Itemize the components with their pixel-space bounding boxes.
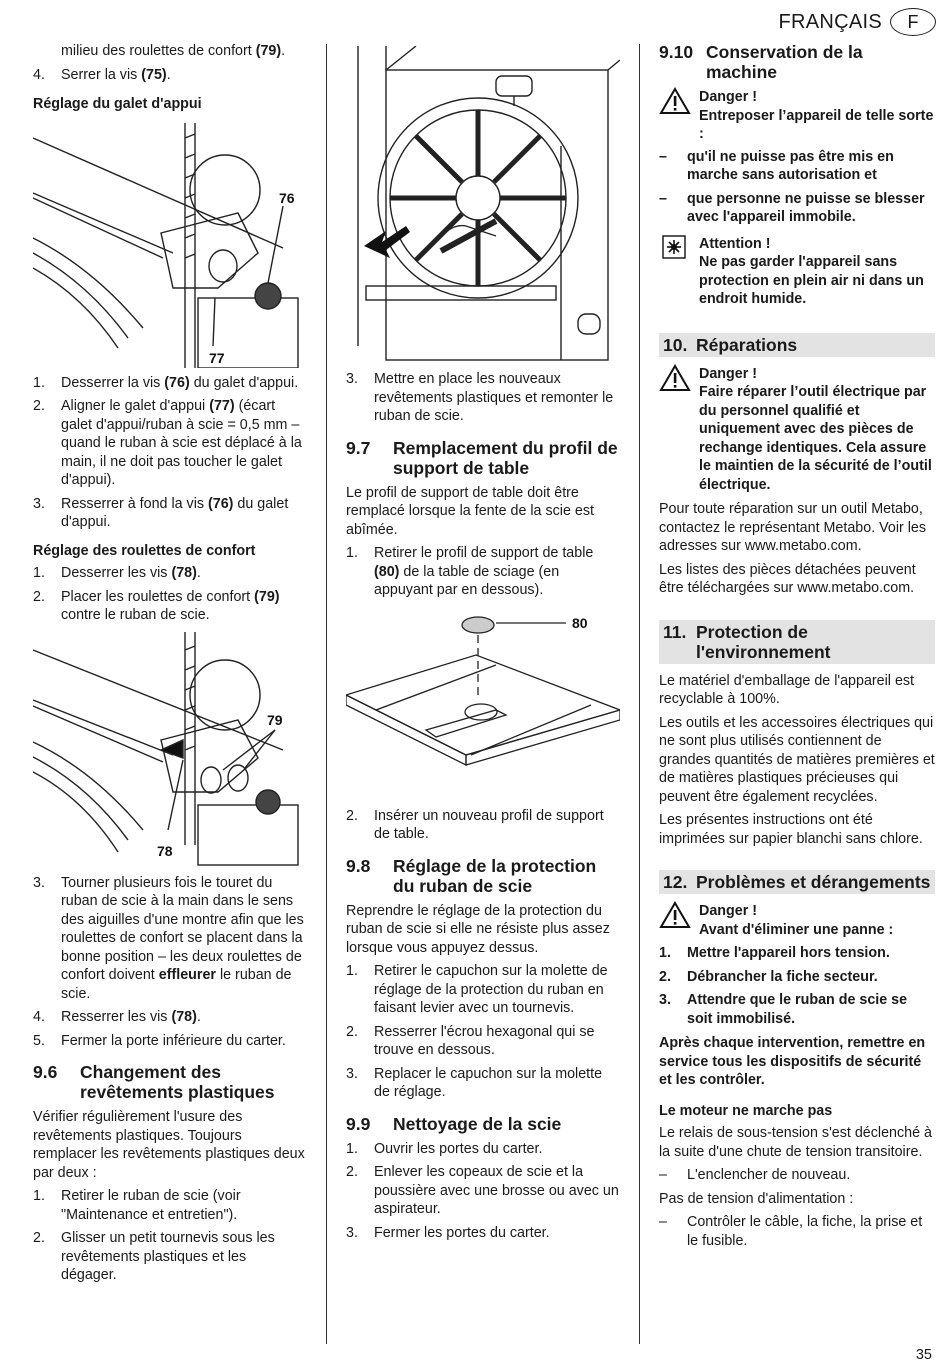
warning-triangle-icon — [659, 87, 699, 115]
list-item: 1. Desserrer la vis (76) du galet d'appui. — [33, 374, 299, 391]
list-item: 2. Resserrer l'écrou hexagonal qui se trouve en dessous. — [346, 1023, 595, 1058]
danger-notice: Danger ! Faire réparer l’outil électrique par du personnel qualifié et uniquement avec des pièces de rechange identiques. Cela assure le maintien de la sécurité de l’outil électrique. — [659, 365, 935, 495]
list-item: 2. Débrancher la fiche secteur. — [659, 968, 878, 985]
list-item: 2. Placer les roulettes de confort (79) contre le ruban de scie. — [33, 588, 280, 623]
callout-78: 78 — [157, 842, 173, 859]
column-divider-1 — [326, 44, 327, 1344]
list-item: 2. Enlever les copeaux de scie et la poussière avec une brosse ou avec un aspirateur. — [346, 1164, 619, 1217]
figure-table-insert — [346, 605, 620, 801]
galet-steps — [33, 374, 305, 532]
list-item: 1. Retirer le capuchon sur la molette de réglage de la protection du ruban en faisant levier avec un tournevis. — [346, 963, 608, 1016]
section-body: Les outils et les accessoires électriques qui ne sont plus utilisés contiennent de grandes quantités de matières premières et de matières plastiques précieuses qui peuvent être également recyclées. — [659, 714, 935, 805]
subsection-title-roulettes: Réglage des roulettes de confort — [33, 542, 256, 559]
callout-79: 79 — [267, 711, 283, 728]
subsection-title-motor: Le moteur ne marche pas — [659, 1102, 833, 1119]
section-title-11: 11. Protection de l'environnement — [659, 620, 935, 664]
column-2 — [346, 46, 620, 1247]
section-body: Pour toute réparation sur un outil Metabo, contactez le représentant Metabo. Voir les adresses sur www.metabo.com. — [659, 501, 927, 554]
list-item: 2. Glisser un petit tournevis sous les revêtements plastiques et les dégager. — [33, 1230, 275, 1283]
callout-76: 76 — [279, 189, 295, 206]
section-body: Les listes des pièces détachées peuvent être téléchargées sur www.metabo.com. — [659, 561, 916, 596]
section-title-9-8: 9.8 Réglage de la protection du ruban de scie — [346, 855, 597, 896]
figure-guide-roller — [33, 118, 305, 368]
attention-notice: Attention ! Ne pas garder l'appareil sans protection en plein air ni dans un endroit humide. — [659, 235, 935, 309]
section-title-9-9: 9.9 Nettoyage de la scie — [346, 1113, 562, 1134]
list-item: 1. Retirer le profil de support de table (80) de la table de sciage (en appuyant par en dessous). — [346, 545, 594, 598]
after-intervention-note: Après chaque intervention, remettre en service tous les dispositifs de sécurité et les contrôler. — [659, 1035, 926, 1088]
list-item: 3. Replacer le capuchon sur la molette de réglage. — [346, 1065, 603, 1100]
section-body: Vérifier régulièrement l'usure des revêtements plastiques. Toujours remplacer les revêtements plastiques deux par deux : — [33, 1109, 305, 1181]
list-item: 3. Fermer les portes du carter. — [346, 1224, 550, 1241]
list-item: milieu des roulettes de confort (79). — [61, 43, 286, 59]
list-item: 1. Desserrer les vis (78). — [33, 565, 201, 581]
callout-80: 80 — [572, 614, 588, 631]
list-item: 3. Resserrer à fond la vis (76) du galet d'appui. — [33, 495, 289, 530]
list-item: 2. Aligner le galet d'appui (77) (écart galet d'appui/ruban à scie = 0,5 mm – quand le ruban à scie est déplacé à la main, il ne doit pas toucher le galet d'appui). — [33, 398, 302, 488]
section-title-10: 10. Réparations — [659, 333, 935, 357]
section-title-9-10: 9.10 Conservation de la machine — [659, 42, 863, 82]
language-badge: F — [890, 8, 936, 36]
figure-band-wheel — [346, 46, 620, 364]
section-body: Le relais de sous-tension s'est déclenché à la suite d'une chute de tension transitoire. — [659, 1125, 932, 1160]
list-item: 5. Fermer la porte inférieure du carter. — [33, 1032, 286, 1049]
column-1 — [33, 42, 305, 1290]
list-item: 1. Ouvrir les portes du carter. — [346, 1140, 543, 1157]
language-label: FRANÇAIS — [778, 10, 882, 33]
callout-77: 77 — [209, 349, 225, 366]
list-item: – L'enclencher de nouveau. — [659, 1167, 851, 1183]
list-item: 3. Tourner plusieurs fois le touret du ruban de scie à la main dans le sens des aiguilles d'une montre afin que les roulettes de confort se placent dans la bonne position – les deux roulettes de confort doivent effleurer le ruban de scie. — [33, 874, 304, 1002]
section-body: Les présentes instructions ont été imprimées sur papier blanchi sans chlore. — [659, 812, 923, 847]
list-item: 2. Insérer un nouveau profil de support de table. — [346, 807, 604, 842]
danger-notice: Danger ! Entreposer l’appareil de telle sorte : – qu'il ne puisse pas être mis en marche sans autorisation et – que personne ne puisse se blesser avec l'appareil immobile. — [659, 89, 934, 225]
attention-icon — [659, 234, 699, 262]
list-item: 4. Serrer la vis (75). — [33, 66, 171, 83]
column-divider-2 — [639, 44, 640, 1344]
list-item: 3. Attendre que le ruban de scie se soit immobilisé. — [659, 992, 908, 1027]
subsection-title-galet: Réglage du galet d'appui — [33, 96, 202, 112]
warning-triangle-icon — [659, 364, 699, 392]
danger-notice: Danger ! Avant d'éliminer une panne : 1. Mettre l'appareil hors tension. 2. Débrancher la fiche secteur. 3. Attendre que le ruban de scie se soit immobilisé. Après chaque intervention, remettre en service tous les dispositifs de sécurité et les contrôler. — [659, 902, 935, 1090]
section-body: Pas de tension d'alimentation : — [659, 1190, 854, 1207]
column-3 — [659, 42, 935, 1255]
list-item: 1. Retirer le ruban de scie (voir "Maintenance et entretien"). — [33, 1188, 241, 1223]
list-item: – Contrôler le câble, la fiche, la prise et le fusible. — [659, 1214, 923, 1249]
warning-triangle-icon — [659, 901, 699, 929]
list-item: 4. Resserrer les vis (78). — [33, 1009, 201, 1025]
list-item: – qu'il ne puisse pas être mis en marche sans autorisation et — [659, 148, 894, 183]
list-item: 3. Mettre en place les nouveaux revêtements plastiques et remonter le ruban de scie. — [346, 371, 614, 424]
figure-comfort-rollers — [33, 630, 305, 868]
section-title-9-7: 9.7 Remplacement du profil de support de table — [346, 437, 618, 478]
list-item: 1. Mettre l'appareil hors tension. — [659, 945, 890, 961]
page-header — [778, 8, 936, 36]
page-number: 35 — [915, 1346, 932, 1363]
section-title-9-6: 9.6 Changement des revêtements plastiques — [33, 1062, 275, 1102]
section-body: Le profil de support de table doit être remplacé lorsque la fente de la scie est abîmée. — [346, 484, 594, 538]
list-item: – que personne ne puisse se blesser avec l'appareil immobile. — [659, 190, 925, 225]
section-body: Reprendre le réglage de la protection du ruban de scie si elle ne résiste plus assez lorsque vous appuyez dessus. — [346, 902, 610, 956]
section-title-12: 12. Problèmes et dérangements — [659, 870, 935, 894]
section-body: Le matériel d'emballage de l'appareil est recyclable à 100%. — [659, 672, 915, 707]
